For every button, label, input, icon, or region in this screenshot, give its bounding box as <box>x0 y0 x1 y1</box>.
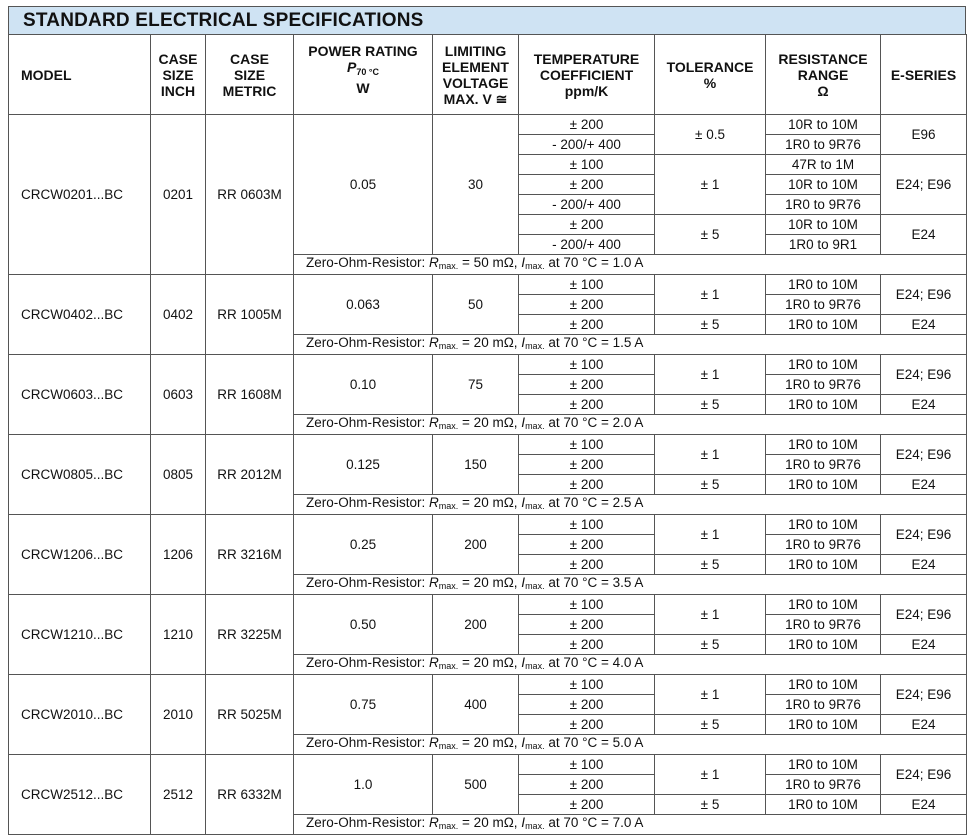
e-series-cell: E24 <box>881 395 967 415</box>
header-temperature-coefficient: TEMPERATURE COEFFICIENT ppm/K <box>519 35 655 115</box>
tolerance-cell: ± 1 <box>655 595 766 635</box>
zero-ohm-text: max. <box>438 741 459 751</box>
zero-ohm-note <box>294 415 967 435</box>
temperature-coefficient-cell: ± 200 <box>519 115 655 135</box>
temperature-coefficient-cell: ± 100 <box>519 355 655 375</box>
temperature-coefficient-cell: ± 200 <box>519 315 655 335</box>
limiting-voltage-cell: 500 <box>433 755 519 815</box>
resistance-range-cell: 1R0 to 10M <box>766 475 881 495</box>
zero-ohm-text: max. <box>525 501 545 511</box>
power-rating-cell: 0.125 <box>294 435 433 495</box>
e-series-cell: E24; E96 <box>881 355 967 395</box>
power-rating-cell: 0.50 <box>294 595 433 655</box>
model-cell: CRCW0402...BC <box>9 275 151 355</box>
model-cell: CRCW1210...BC <box>9 595 151 675</box>
tolerance-cell: ± 5 <box>655 795 766 815</box>
zero-ohm-text: R <box>429 575 439 590</box>
resistance-range-cell: 1R0 to 10M <box>766 355 881 375</box>
case-inch-cell: 2512 <box>151 755 206 835</box>
tolerance-cell: ± 1 <box>655 155 766 215</box>
zero-ohm-text: R <box>429 655 439 670</box>
model-cell: CRCW0603...BC <box>9 355 151 435</box>
resistance-range-cell: 1R0 to 9R76 <box>766 615 881 635</box>
case-metric-cell: RR 1608M <box>206 355 294 435</box>
case-inch-cell: 0805 <box>151 435 206 515</box>
zero-ohm-note <box>294 255 967 275</box>
tolerance-cell: ± 5 <box>655 395 766 415</box>
zero-ohm-text: max. <box>525 261 545 271</box>
resistance-range-cell: 1R0 to 9R76 <box>766 535 881 555</box>
model-cell: CRCW0805...BC <box>9 435 151 515</box>
zero-ohm-text: max. <box>525 661 545 671</box>
zero-ohm-text: = 20 mΩ, <box>458 495 522 510</box>
tolerance-cell: ± 1 <box>655 435 766 475</box>
power-rating-cell: 0.10 <box>294 355 433 415</box>
temperature-coefficient-cell: - 200/+ 400 <box>519 235 655 255</box>
zero-ohm-text: max. <box>438 661 459 671</box>
temperature-coefficient-cell: ± 200 <box>519 295 655 315</box>
temperature-coefficient-cell: ± 200 <box>519 215 655 235</box>
case-metric-cell: RR 3225M <box>206 595 294 675</box>
table-row <box>9 275 967 295</box>
resistance-range-cell: 10R to 10M <box>766 175 881 195</box>
zero-ohm-text: at 70 °C = 3.5 A <box>544 575 644 590</box>
table-row <box>9 595 967 615</box>
resistance-range-cell: 1R0 to 9R76 <box>766 695 881 715</box>
temperature-coefficient-cell: - 200/+ 400 <box>519 135 655 155</box>
zero-ohm-note <box>294 495 967 515</box>
zero-ohm-text: = 50 mΩ, <box>458 255 522 270</box>
temperature-coefficient-cell: ± 100 <box>519 155 655 175</box>
resistance-range-cell: 1R0 to 9R76 <box>766 375 881 395</box>
zero-ohm-text: Zero-Ohm-Resistor: <box>306 655 430 670</box>
resistance-range-cell: 10R to 10M <box>766 115 881 135</box>
zero-ohm-text: max. <box>525 341 545 351</box>
e-series-cell: E24 <box>881 635 967 655</box>
zero-ohm-note <box>294 335 967 355</box>
resistance-range-cell: 1R0 to 9R76 <box>766 775 881 795</box>
zero-ohm-text: I <box>521 815 526 830</box>
case-metric-cell: RR 5025M <box>206 675 294 755</box>
tolerance-cell: ± 5 <box>655 315 766 335</box>
limiting-voltage-cell: 30 <box>433 115 519 255</box>
header-power-rating: POWER RATING $P_{70 ^\circ C}$ W <box>294 35 433 115</box>
temperature-coefficient-cell: ± 100 <box>519 435 655 455</box>
resistance-range-cell: 1R0 to 10M <box>766 515 881 535</box>
case-metric-cell: RR 3216M <box>206 515 294 595</box>
resistance-range-cell: 1R0 to 10M <box>766 315 881 335</box>
zero-ohm-text: max. <box>525 581 545 591</box>
zero-ohm-text: max. <box>438 261 459 271</box>
zero-ohm-text: R <box>429 335 439 350</box>
zero-ohm-text: at 70 °C = 4.0 A <box>544 655 644 670</box>
temperature-coefficient-cell: ± 100 <box>519 595 655 615</box>
case-metric-cell: RR 6332M <box>206 755 294 835</box>
tolerance-cell: ± 0.5 <box>655 115 766 155</box>
resistance-range-cell: 47R to 1M <box>766 155 881 175</box>
case-inch-cell: 2010 <box>151 675 206 755</box>
temperature-coefficient-cell: ± 200 <box>519 375 655 395</box>
zero-ohm-text: R <box>429 495 439 510</box>
tolerance-cell: ± 5 <box>655 555 766 575</box>
temperature-coefficient-cell: ± 200 <box>519 775 655 795</box>
header-model: MODEL <box>9 35 151 115</box>
e-series-cell: E24; E96 <box>881 755 967 795</box>
zero-ohm-text: max. <box>525 821 545 831</box>
zero-ohm-text: Zero-Ohm-Resistor: <box>306 575 430 590</box>
zero-ohm-note <box>294 655 967 675</box>
resistance-range-cell: 1R0 to 9R76 <box>766 135 881 155</box>
tolerance-cell: ± 1 <box>655 675 766 715</box>
zero-ohm-text: I <box>521 735 526 750</box>
zero-ohm-text: I <box>521 415 526 430</box>
header-limiting-voltage: LIMITING ELEMENT VOLTAGE MAX. V ≅ <box>433 35 519 115</box>
limiting-voltage-cell: 50 <box>433 275 519 335</box>
zero-ohm-text: R <box>429 415 439 430</box>
tolerance-cell: ± 1 <box>655 275 766 315</box>
temperature-coefficient-cell: ± 200 <box>519 455 655 475</box>
zero-ohm-text: max. <box>438 501 459 511</box>
table-row <box>9 355 967 375</box>
resistance-range-cell: 1R0 to 10M <box>766 715 881 735</box>
table-row <box>9 115 967 135</box>
temperature-coefficient-cell: ± 200 <box>519 635 655 655</box>
temperature-coefficient-cell: ± 100 <box>519 755 655 775</box>
e-series-cell: E24 <box>881 715 967 735</box>
temperature-coefficient-cell: ± 200 <box>519 555 655 575</box>
e-series-cell: E24; E96 <box>881 435 967 475</box>
zero-ohm-text: = 20 mΩ, <box>458 735 522 750</box>
model-cell: CRCW0201...BC <box>9 115 151 275</box>
zero-ohm-text: I <box>521 255 526 270</box>
resistance-range-cell: 1R0 to 10M <box>766 795 881 815</box>
e-series-cell: E24 <box>881 475 967 495</box>
zero-ohm-text: Zero-Ohm-Resistor: <box>306 735 430 750</box>
case-inch-cell: 1210 <box>151 595 206 675</box>
zero-ohm-text: I <box>521 575 526 590</box>
tolerance-cell: ± 5 <box>655 475 766 495</box>
table-row <box>9 435 967 455</box>
resistance-range-cell: 1R0 to 10M <box>766 595 881 615</box>
power-rating-cell: 0.25 <box>294 515 433 575</box>
power-rating-cell: 0.75 <box>294 675 433 735</box>
temperature-coefficient-cell: ± 200 <box>519 395 655 415</box>
zero-ohm-text: at 70 °C = 7.0 A <box>544 815 644 830</box>
e-series-cell: E24; E96 <box>881 155 967 215</box>
resistance-range-cell: 1R0 to 9R76 <box>766 195 881 215</box>
resistance-range-cell: 1R0 to 10M <box>766 635 881 655</box>
limiting-voltage-cell: 400 <box>433 675 519 735</box>
temperature-coefficient-cell: ± 100 <box>519 515 655 535</box>
zero-ohm-note <box>294 815 967 835</box>
tolerance-cell: ± 5 <box>655 635 766 655</box>
zero-ohm-text: Zero-Ohm-Resistor: <box>306 255 430 270</box>
temperature-coefficient-cell: ± 200 <box>519 175 655 195</box>
e-series-cell: E24; E96 <box>881 595 967 635</box>
zero-ohm-text: = 20 mΩ, <box>458 415 522 430</box>
e-series-cell: E96 <box>881 115 967 155</box>
e-series-cell: E24 <box>881 315 967 335</box>
zero-ohm-text: max. <box>438 421 459 431</box>
zero-ohm-text: = 20 mΩ, <box>458 655 522 670</box>
resistance-range-cell: 1R0 to 9R1 <box>766 235 881 255</box>
tolerance-cell: ± 1 <box>655 515 766 555</box>
zero-ohm-text: R <box>429 815 439 830</box>
resistance-range-cell: 1R0 to 10M <box>766 755 881 775</box>
resistance-range-cell: 1R0 to 10M <box>766 435 881 455</box>
zero-ohm-text: at 70 °C = 1.5 A <box>544 335 644 350</box>
tolerance-cell: ± 1 <box>655 355 766 395</box>
zero-ohm-text: max. <box>438 581 459 591</box>
table-row <box>9 675 967 695</box>
tolerance-cell: ± 5 <box>655 715 766 735</box>
zero-ohm-text: = 20 mΩ, <box>458 335 522 350</box>
temperature-coefficient-cell: - 200/+ 400 <box>519 195 655 215</box>
header-case-metric: CASE SIZE METRIC <box>206 35 294 115</box>
specifications-panel <box>8 6 966 835</box>
temperature-coefficient-cell: ± 200 <box>519 535 655 555</box>
zero-ohm-text: I <box>521 495 526 510</box>
model-cell: CRCW2010...BC <box>9 675 151 755</box>
e-series-cell: E24 <box>881 795 967 815</box>
limiting-voltage-cell: 200 <box>433 595 519 655</box>
power-rating-cell: 1.0 <box>294 755 433 815</box>
zero-ohm-text: max. <box>525 741 545 751</box>
header-resistance-range: RESISTANCE RANGE Ω <box>766 35 881 115</box>
limiting-voltage-cell: 75 <box>433 355 519 415</box>
power-rating-cell: 0.063 <box>294 275 433 335</box>
case-metric-cell: RR 2012M <box>206 435 294 515</box>
zero-ohm-text: Zero-Ohm-Resistor: <box>306 495 430 510</box>
table-body <box>9 115 967 835</box>
zero-ohm-text: at 70 °C = 1.0 A <box>544 255 644 270</box>
zero-ohm-text: Zero-Ohm-Resistor: <box>306 335 430 350</box>
temperature-coefficient-cell: ± 200 <box>519 715 655 735</box>
temperature-coefficient-cell: ± 200 <box>519 475 655 495</box>
zero-ohm-text: Zero-Ohm-Resistor: <box>306 415 430 430</box>
table-row <box>9 755 967 775</box>
zero-ohm-text: R <box>429 255 439 270</box>
resistance-range-cell: 1R0 to 10M <box>766 675 881 695</box>
tolerance-cell: ± 1 <box>655 755 766 795</box>
temperature-coefficient-cell: ± 200 <box>519 615 655 635</box>
case-metric-cell: RR 0603M <box>206 115 294 275</box>
resistance-range-cell: 1R0 to 10M <box>766 555 881 575</box>
table-row <box>9 515 967 535</box>
temperature-coefficient-cell: ± 200 <box>519 695 655 715</box>
zero-ohm-text: max. <box>438 821 459 831</box>
case-inch-cell: 0402 <box>151 275 206 355</box>
e-series-cell: E24 <box>881 555 967 575</box>
resistance-range-cell: 1R0 to 10M <box>766 275 881 295</box>
case-inch-cell: 0201 <box>151 115 206 275</box>
temperature-coefficient-cell: ± 100 <box>519 675 655 695</box>
resistance-range-cell: 1R0 to 9R76 <box>766 295 881 315</box>
e-series-cell: E24 <box>881 215 967 255</box>
zero-ohm-text: R <box>429 735 439 750</box>
e-series-cell: E24; E96 <box>881 675 967 715</box>
tolerance-cell: ± 5 <box>655 215 766 255</box>
temperature-coefficient-cell: ± 200 <box>519 795 655 815</box>
e-series-cell: E24; E96 <box>881 275 967 315</box>
zero-ohm-text: I <box>521 655 526 670</box>
zero-ohm-text: max. <box>438 341 459 351</box>
header-tolerance: TOLERANCE % <box>655 35 766 115</box>
temperature-coefficient-cell: ± 100 <box>519 275 655 295</box>
zero-ohm-text: at 70 °C = 5.0 A <box>544 735 644 750</box>
resistance-range-cell: 1R0 to 10M <box>766 395 881 415</box>
zero-ohm-text: at 70 °C = 2.5 A <box>544 495 644 510</box>
zero-ohm-text: I <box>521 335 526 350</box>
zero-ohm-text: = 20 mΩ, <box>458 815 522 830</box>
zero-ohm-note <box>294 735 967 755</box>
resistance-range-cell: 10R to 10M <box>766 215 881 235</box>
model-cell: CRCW1206...BC <box>9 515 151 595</box>
case-metric-cell: RR 1005M <box>206 275 294 355</box>
model-cell: CRCW2512...BC <box>9 755 151 835</box>
specifications-table <box>8 34 967 835</box>
header-row <box>9 35 967 115</box>
power-rating-cell: 0.05 <box>294 115 433 255</box>
resistance-range-cell: 1R0 to 9R76 <box>766 455 881 475</box>
limiting-voltage-cell: 150 <box>433 435 519 495</box>
case-inch-cell: 1206 <box>151 515 206 595</box>
zero-ohm-text: = 20 mΩ, <box>458 575 522 590</box>
zero-ohm-text: at 70 °C = 2.0 A <box>544 415 644 430</box>
header-case-inch: CASE SIZE INCH <box>151 35 206 115</box>
header-e-series: E-SERIES <box>881 35 967 115</box>
e-series-cell: E24; E96 <box>881 515 967 555</box>
table-title: STANDARD ELECTRICAL SPECIFICATIONS <box>8 6 966 34</box>
limiting-voltage-cell: 200 <box>433 515 519 575</box>
case-inch-cell: 0603 <box>151 355 206 435</box>
zero-ohm-text: Zero-Ohm-Resistor: <box>306 815 430 830</box>
zero-ohm-note <box>294 575 967 595</box>
zero-ohm-text: max. <box>525 421 545 431</box>
